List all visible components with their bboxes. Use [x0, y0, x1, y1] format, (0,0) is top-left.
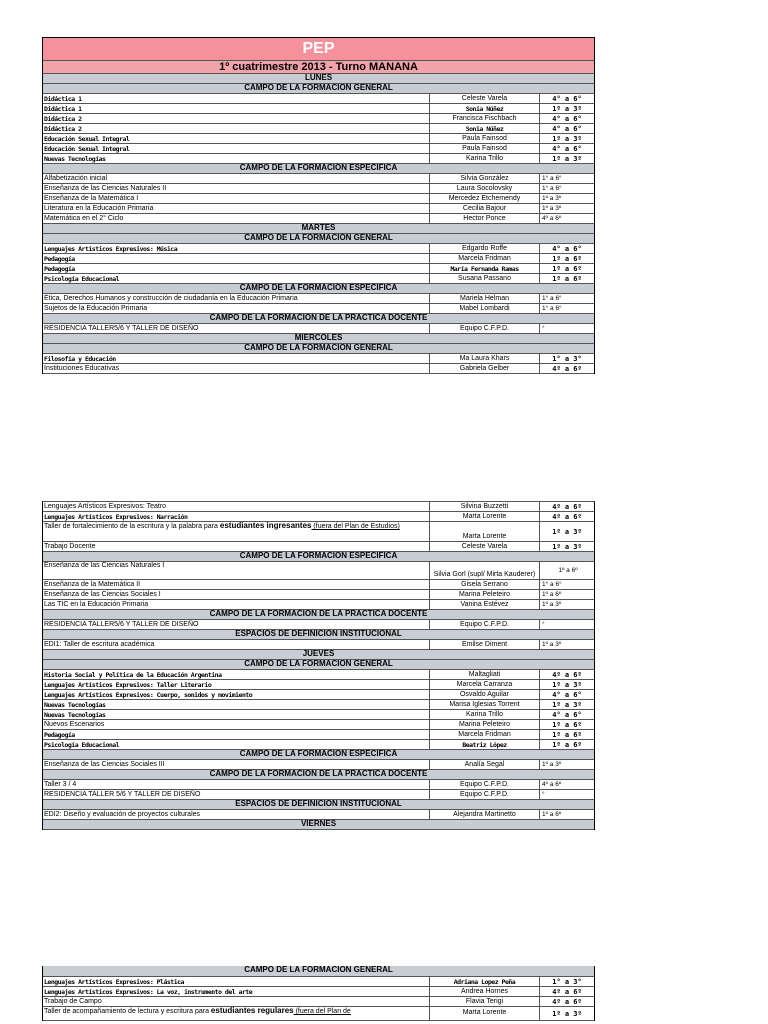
year-cell: 4º a 6º	[539, 502, 594, 511]
teacher-cell: Emilse Diment	[429, 640, 539, 649]
teacher-cell: Equipo C.F.P.D.	[429, 324, 539, 333]
table-row	[43, 114, 594, 124]
teacher-cell: Andrea Hornes	[429, 987, 539, 996]
subject-cell: Pedagogía	[44, 265, 75, 273]
year-cell: 1º a 6º	[539, 274, 594, 283]
teacher-cell: Flavia Terigi	[429, 997, 539, 1006]
teacher-cell: Marina Peleteiro	[429, 720, 539, 729]
teacher-cell: Beatriz López	[429, 740, 539, 749]
year-cell: 1º a 6º	[539, 264, 594, 273]
section-header: CAMPO DE LA FORMACION GENERAL	[43, 966, 594, 977]
table-row	[43, 254, 594, 264]
subject-cell: Lenguajes Artísticos Expresivos: Música	[44, 245, 178, 253]
table-row	[43, 680, 594, 690]
subject-cell: Sujetos de la Educación Primaria	[44, 305, 148, 312]
table-row	[43, 204, 594, 214]
subject-cell: Didáctica 2	[44, 115, 82, 123]
table-row	[43, 502, 594, 512]
year-cell: 1º a 3º	[539, 154, 594, 163]
teacher-cell: Paula Fainsod	[429, 134, 539, 143]
teacher-cell: Vanina Estévez	[429, 600, 539, 609]
year-cell: °	[539, 324, 594, 333]
subject-text: Taller de fortalecimiento de la escritura y la palabra para	[44, 523, 220, 530]
section-header: CAMPO DE LA FORMACION ESPECIFICA	[43, 284, 594, 294]
subject-emphasis: estudiantes ingresantes	[219, 522, 312, 530]
section-header: ESPACIOS DE DEFINICION INSTITUCIONAL	[43, 800, 594, 810]
table-row	[43, 194, 594, 204]
subject-cell: Enseñanza de las Ciencias Sociales I	[44, 591, 161, 598]
teacher-cell: Gabriela Gelber	[429, 364, 539, 373]
teacher-cell: Ma Laura Khars	[429, 354, 539, 363]
subject-cell: Literatura en la Educación Primaria	[44, 205, 154, 212]
subject-cell: Ética, Derechos Humanos y construcción de ciudadanía en la Educación Primaria	[44, 295, 298, 302]
teacher-cell: Edgardo Roffe	[429, 244, 539, 253]
teacher-cell: Celeste Varela	[429, 542, 539, 551]
year-cell: 1° a 6°	[539, 294, 594, 303]
year-cell: 4º a 6º	[539, 780, 594, 789]
subject-note: (fuera del Plan de	[293, 1008, 351, 1015]
table-row	[43, 700, 594, 710]
teacher-cell: Marina Peleteiro	[429, 590, 539, 599]
teacher-cell: María Fernanda Ramas	[429, 264, 539, 273]
subject-cell: Nuevos Escenarios	[44, 721, 105, 728]
section-header: CAMPO DE LA FORMACION ESPECIFICA	[43, 164, 594, 174]
subject-cell: Educación Sexual Integral	[44, 145, 130, 153]
year-cell: 4° a 6°	[539, 690, 594, 699]
teacher-cell: Adriana Lopez Peña	[429, 977, 539, 986]
teacher-cell: Laura Socolovsky	[429, 184, 539, 193]
teacher-cell: Celeste Varela	[429, 94, 539, 103]
teacher-cell: Francisca Fischbach	[429, 114, 539, 123]
table-row	[43, 997, 594, 1007]
teacher-cell: Paula Fainsod	[429, 144, 539, 153]
table-row	[43, 977, 594, 987]
year-cell: 1º a 6º	[539, 562, 594, 579]
table-row	[43, 124, 594, 134]
table-row	[43, 780, 594, 790]
year-cell: 1º a 3º	[539, 204, 594, 213]
section-header: CAMPO DE LA FORMACION GENERAL	[43, 84, 594, 94]
section-header: CAMPO DE LA FORMACION GENERAL	[43, 344, 594, 354]
subject-cell: Taller 3 / 4	[44, 781, 77, 788]
section-header: LUNES	[43, 74, 594, 84]
subject-cell: Filosofía y Educación	[44, 355, 116, 363]
subject-cell: Trabajo Docente	[44, 543, 96, 550]
section-header: MIERCOLES	[43, 334, 594, 344]
table-row	[43, 264, 594, 274]
table-row	[43, 294, 594, 304]
teacher-cell: Mariela Helman	[429, 294, 539, 303]
section-header: VIERNES	[43, 820, 594, 830]
schedule-table-page-3	[42, 966, 595, 1021]
year-cell: 1º a 3º	[539, 760, 594, 769]
subject-cell: Instituciones Educativas	[44, 365, 120, 372]
page-title: PEP	[43, 37, 594, 61]
table-row	[43, 690, 594, 700]
teacher-cell: Marisa Iglesias Torrent	[429, 700, 539, 709]
subject-cell: EDI1: Taller de escritura académica	[44, 641, 155, 648]
teacher-cell: Karina Trillo	[429, 710, 539, 719]
teacher-cell: Gisela Serrano	[429, 580, 539, 589]
year-cell: 4º a 6º	[539, 364, 594, 373]
subject-note: (fuera del Plan de Estudios)	[311, 523, 400, 530]
subject-cell: Pedagogía	[44, 731, 75, 739]
year-cell: 1º a 3º	[539, 194, 594, 203]
subject-cell: Lenguajes Artísticos Expresivos: Plástica	[44, 978, 184, 986]
subject-cell: Didáctica 1	[44, 105, 82, 113]
table-row	[43, 512, 594, 522]
section-header: CAMPO DE LA FORMACION GENERAL	[43, 660, 594, 670]
teacher-cell: Silvina Buzzetti	[429, 502, 539, 511]
year-cell: 1º a 3º	[539, 700, 594, 709]
subject-cell: Nuevas Tecnologías	[44, 711, 106, 719]
subject-cell: Las TIC en la Educación Primaria	[44, 601, 149, 608]
subject-cell: Lenguajes Artísticos Expresivos: Taller Literario	[44, 681, 212, 689]
schedule-table-page-2	[42, 501, 595, 830]
table-row	[43, 94, 594, 104]
section-header: CAMPO DE LA FORMACION DE LA PRACTICA DOCENTE	[43, 610, 594, 620]
teacher-cell: Cecilia Bajour	[429, 204, 539, 213]
teacher-cell: Marta Lorente	[429, 512, 539, 521]
year-cell: 1º a 3º	[539, 542, 594, 551]
year-cell: 1º a 3º	[539, 134, 594, 143]
table-row	[43, 134, 594, 144]
year-cell: 4° a 6°	[539, 94, 594, 103]
subject-cell	[43, 1007, 429, 1020]
year-cell: 1° a 6°	[539, 580, 594, 589]
teacher-cell: Marta Lorente	[429, 1007, 539, 1020]
subject-cell: Enseñanza de las Ciencias Naturales I	[44, 562, 165, 569]
subject-cell: Lenguajes Artísticos Expresivos: La voz, instrumento del arte	[44, 988, 253, 996]
section-header: ESPACIOS DE DEFINICION INSTITUCIONAL	[43, 630, 594, 640]
subject-cell: EDI2: Diseño y evaluación de proyectos culturales	[44, 811, 201, 818]
year-cell: 1º a 6º	[539, 810, 594, 819]
subject-cell: Enseñanza de las Ciencias Sociales III	[44, 761, 165, 768]
year-cell: 1º a 6º	[539, 720, 594, 729]
schedule-table-page-1	[42, 37, 595, 374]
section-header: CAMPO DE LA FORMACION ESPECIFICA	[43, 552, 594, 562]
teacher-cell: Hector Ponce	[429, 214, 539, 223]
year-cell: 4° a 6°	[539, 710, 594, 719]
section-header: CAMPO DE LA FORMACION DE LA PRACTICA DOCENTE	[43, 770, 594, 780]
teacher-cell: Silvia Gorl (supl/ Mirta Kauderer)	[429, 562, 539, 579]
table-row	[43, 580, 594, 590]
subject-cell: Lenguajes Artísticos Expresivos: Teatro	[44, 503, 167, 510]
subject-cell: Pedagogía	[44, 255, 75, 263]
teacher-cell: Equipo C.F.P.D.	[429, 620, 539, 629]
page-subtitle: 1º cuatrimestre 2013 - Turno MANANA	[43, 61, 594, 74]
teacher-cell: Equipo C.F.P.D.	[429, 780, 539, 789]
year-cell: 1° a 3°	[539, 354, 594, 363]
year-cell: 1º a 3º	[539, 522, 594, 541]
year-cell: 1º a 3º	[539, 600, 594, 609]
year-cell: 4º a 6º	[539, 512, 594, 521]
subject-cell: Enseñanza de la Matemática II	[44, 581, 141, 588]
subject-cell: Lenguajes Artísticos Expresivos: Cuerpo, sonidos y movimiento	[44, 691, 253, 699]
table-row	[43, 987, 594, 997]
subject-cell: Didáctica 2	[44, 125, 82, 133]
teacher-cell: Mercedez Etchemendy	[429, 194, 539, 203]
year-cell: 1º a 6º	[539, 740, 594, 749]
subject-cell: Matemática en el 2° Ciclo	[44, 215, 124, 222]
table-row	[43, 244, 594, 254]
subject-cell: Educación Sexual Integral	[44, 135, 130, 143]
teacher-cell: Marcela Fridman	[429, 254, 539, 263]
year-cell: 4º a 6º	[539, 670, 594, 679]
teacher-cell: Marta Lorente	[429, 522, 539, 541]
teacher-cell: Sonia Núñez	[429, 104, 539, 113]
year-cell: 4° a 6°	[539, 124, 594, 133]
year-cell: 1º a 3º	[539, 1007, 594, 1020]
teacher-cell: Equipo C.F.P.D.	[429, 790, 539, 799]
table-row	[43, 1007, 594, 1021]
table-row	[43, 562, 594, 580]
table-row	[43, 364, 594, 374]
teacher-cell: Karina Trillo	[429, 154, 539, 163]
subject-cell: Enseñanza de las Ciencias Naturales II	[44, 185, 167, 192]
year-cell: 1° a 6°	[539, 184, 594, 193]
table-row	[43, 354, 594, 364]
teacher-cell: Sonia Núñez	[429, 124, 539, 133]
year-cell: 4° a 6°	[539, 114, 594, 123]
subject-cell: Psicología Educacional	[44, 275, 120, 283]
subject-cell: RESIDENCIA TALLER 5/6 Y TALLER DE DISEÑO	[44, 791, 201, 798]
year-cell: 4° a 6°	[539, 244, 594, 253]
subject-cell: RESIDENCIA TALLER5/6 Y TALLER DE DISEÑO	[44, 325, 199, 332]
year-cell: °	[539, 620, 594, 629]
table-row	[43, 590, 594, 600]
year-cell: 1º a 6º	[539, 254, 594, 263]
table-row	[43, 144, 594, 154]
year-cell: 4° a 6°	[539, 144, 594, 153]
year-cell: 4º a 6º	[539, 987, 594, 996]
year-cell: 1° a 3°	[539, 977, 594, 986]
subject-cell: Enseñanza de la Matemática I	[44, 195, 139, 202]
subject-cell: Trabajo de Campo	[44, 998, 102, 1005]
subject-emphasis: estudiantes regulares	[210, 1007, 294, 1015]
subject-text: Taller de acompañamiento de lectura y escritura para	[44, 1008, 211, 1015]
teacher-cell: Susana Passano	[429, 274, 539, 283]
section-header: CAMPO DE LA FORMACION ESPECIFICA	[43, 750, 594, 760]
table-row	[43, 670, 594, 680]
subject-cell: Nuevas Tecnologías	[44, 701, 106, 709]
table-row	[43, 730, 594, 740]
section-header: CAMPO DE LA FORMACION DE LA PRACTICA DOCENTE	[43, 314, 594, 324]
section-header: JUEVES	[43, 650, 594, 660]
teacher-cell: Mabel Lombardi	[429, 304, 539, 313]
year-cell: 4º a 6º	[539, 997, 594, 1006]
year-cell: °	[539, 790, 594, 799]
year-cell: 1° a 6°	[539, 174, 594, 183]
subject-cell: Didáctica 1	[44, 95, 82, 103]
table-row	[43, 710, 594, 720]
year-cell: 1º a 3º	[539, 680, 594, 689]
year-cell: 1º a 3º	[539, 640, 594, 649]
teacher-cell: Marcela Fridman	[429, 730, 539, 739]
teacher-cell: Alejandra Martinetto	[429, 810, 539, 819]
teacher-cell: Marcela Carranza	[429, 680, 539, 689]
teacher-cell: Osvaldo Aguilar	[429, 690, 539, 699]
table-row	[43, 184, 594, 194]
year-cell: 4º a 6º	[539, 214, 594, 223]
table-row	[43, 522, 594, 542]
teacher-cell: Maltagliati	[429, 670, 539, 679]
table-row	[43, 174, 594, 184]
year-cell: 1° a 6°	[539, 304, 594, 313]
teacher-cell: Silvia González	[429, 174, 539, 183]
subject-cell: RESIDENCIA TALLER5/6 Y TALLER DE DISEÑO	[44, 621, 199, 628]
year-cell: 1º a 6º	[539, 590, 594, 599]
subject-cell: Psicología Educacional	[44, 741, 120, 749]
section-header: MARTES	[43, 224, 594, 234]
year-cell: 1º a 3º	[539, 104, 594, 113]
year-cell: 1º a 6º	[539, 730, 594, 739]
subject-cell: Nuevas Tecnologías	[44, 155, 106, 163]
teacher-cell: Analía Segal	[429, 760, 539, 769]
subject-cell	[43, 522, 429, 541]
section-header: CAMPO DE LA FORMACION GENERAL	[43, 234, 594, 244]
table-row	[43, 104, 594, 114]
subject-cell: Historia Social y Política de la Educación Argentina	[44, 671, 222, 679]
table-row	[43, 720, 594, 730]
subject-cell: Lenguajes Artísticos Expresivos: Narración	[44, 513, 188, 521]
subject-cell: Alfabetización inicial	[44, 175, 108, 182]
